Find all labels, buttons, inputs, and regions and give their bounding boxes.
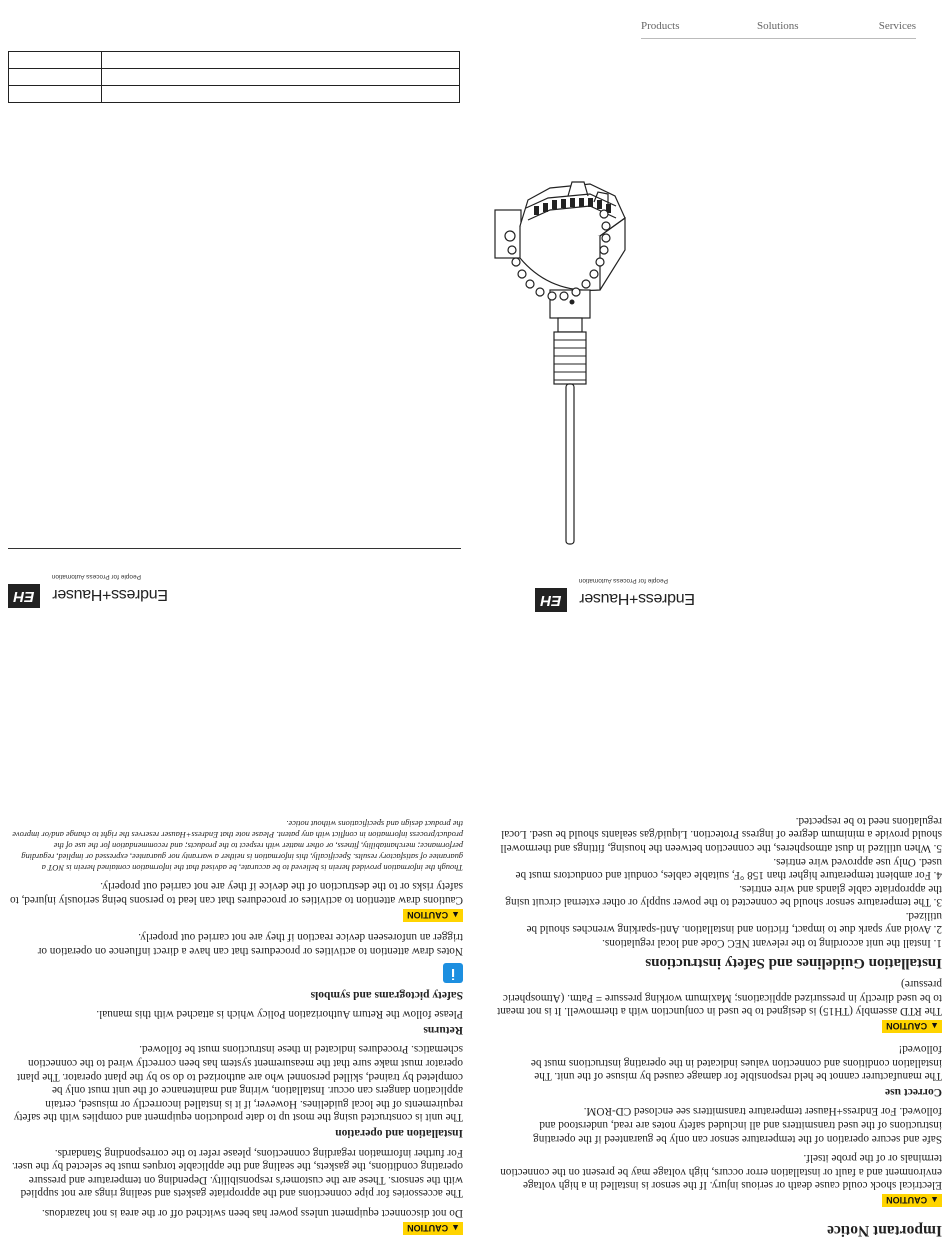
list-item: 1. Install the unit according to the relevant NEC Code and local regulations. <box>602 937 942 950</box>
list-item: 5. When utilized in dust atmospheres, the connection between the housing, fittings and thermowell should provide a minimum degree of ingress Protection. Liquid/gas sealants should be used. Local regulations need to be respected. <box>500 814 942 854</box>
paragraph: The unit is constructed using the most up to date production equipment and complies with the safety requirements of the local guidelines. However, if it is installed incorrectly or misused, certain application dangers can occur. Installation, wiring and maintenance of the unit must only be completed by trained, skilled personnel who are authorized to do so by the plant operator. The plant operator must make sure that the measurement system has been correctly wired to the connection schematics. Procedures indicated in these instructions must be followed. <box>13 1043 463 1124</box>
table-cell <box>102 86 460 103</box>
brand-mark: EH <box>535 588 567 612</box>
table-row <box>9 69 460 86</box>
nav-services-link[interactable]: Services <box>878 20 916 32</box>
endress-hauser-logo <box>535 567 695 612</box>
section-heading: Installation and operation <box>335 1127 463 1140</box>
brand-tagline: People for Process Automation <box>51 573 141 580</box>
caution-badge: ▲CAUTION <box>882 1194 942 1207</box>
brand-name: Endress+Hauser <box>579 590 695 607</box>
list-item: 4. For ambient temperature higher than 158 °F, suitable cables, conduit and conductors must be used. Only use approved wire entries. <box>515 855 942 882</box>
divider <box>8 548 461 549</box>
paragraph: Please follow the Return Authorization Policy which is attached with this manual. <box>96 1008 463 1021</box>
brand-mark: EH <box>8 584 40 608</box>
paragraph: Notes draw attention to activities or procedures that can have a direct influence on operation or trigger an unforeseen device reaction if they are not carried out properly. <box>37 931 463 958</box>
page-title: Important Notice <box>827 1222 942 1239</box>
nav-solutions-link[interactable]: Solutions <box>757 20 799 32</box>
table-cell <box>9 52 102 69</box>
caution-badge: ▲CAUTION <box>403 1222 463 1235</box>
left-panel-rotated <box>8 555 463 1237</box>
section-heading: Correct use <box>885 1085 942 1098</box>
revision-table <box>8 51 460 103</box>
list-item: 2. Avoid any spark due to impact, friction and installation. Anti-sparking wrenches should be utilized. <box>526 909 942 936</box>
paragraph: The accessories for pipe connections and the appropriate gaskets and sealing rings are not supplied with the sensors. These are the customer's responsibility. Depending on temperature and pressure operating conditions, the gaskets, the sealing and the applicable torques must be selected by the user. For further information regarding connections, please refer to the corresponding Standards. <box>11 1146 463 1200</box>
info-icon: i <box>443 963 463 983</box>
top-navigation <box>641 18 916 39</box>
caution-badge: ▲CAUTION <box>403 909 463 922</box>
table-row <box>9 52 460 69</box>
warning-icon: ▲ <box>451 1223 460 1233</box>
brand-name: Endress+Hauser <box>52 586 168 603</box>
rtd-sensor-illustration <box>490 178 650 550</box>
paragraph: Electrical shock could cause death or serious injury. If the sensor is installed in a high voltage environment and a fault or installation error occurs, high voltage may be present on the connection terminals or of the probe itself. <box>500 1152 942 1192</box>
endress-hauser-logo <box>8 563 168 608</box>
list-item: 3. The temperature sensor should be connected to the power supply or other external circuit using the appropriate cable glands and wire entries. <box>505 882 942 909</box>
paragraph: Cautions draw attention to activities or procedures that can lead to persons being seriously injured, to safety risks or to the destruction of the device if they are not carried out properly. <box>10 880 463 906</box>
section-heading: Returns <box>423 1023 463 1036</box>
paragraph: Safe and secure operation of the temperature sensor can only be guaranteed if the operating instructions of the used transmitters and all included safety notes are read, understood and followed. For Endress+Hauser temperature transmitters see enclosed CD-ROM. <box>533 1105 942 1145</box>
right-panel-rotated <box>497 555 942 1237</box>
guidelines-list <box>497 813 942 949</box>
table-cell <box>102 52 460 69</box>
paragraph: The manufacturer cannot be held responsible for damage caused by misuse of the unit. The installation conditions and connection values indicated in the operating instructions must be followed! <box>530 1043 942 1083</box>
section-heading: Installation Guidelines and Safety instructions <box>645 954 942 971</box>
caution-badge: ▲CAUTION <box>882 1020 942 1033</box>
table-cell <box>9 69 102 86</box>
paragraph: The RTD assembly (TH15) is designed to be used in conjunction with a thermowell. It is not meant to be used directly in pressurized applications; Maximum working pressure = Patm. (Atmospheric pressure) <box>497 978 942 1018</box>
paragraph: Do not disconnect equipment unless power has been switched off or the area is not hazardous. <box>41 1207 463 1219</box>
table-row <box>9 86 460 103</box>
warning-icon: ▲ <box>930 1021 939 1032</box>
warning-icon: ▲ <box>930 1195 939 1206</box>
brand-tagline: People for Process Automation <box>578 577 668 584</box>
table-cell <box>9 86 102 103</box>
table-cell <box>102 69 460 86</box>
disclaimer: Though the information provided herein is believed to be accurate, be advised that the information contained herein is NOT a guarantee of satisfactory results. Specifically, this information is neither a warranty nor guarantee, expressed or implied, regarding performance; merchantability, fitness, or other matter with respect to the products; and recommendation for the use of the product/process information in conflict with any patent. Please note that Endress+Hauser reserves the right to change and/or improve the product design and specifications without notice. <box>12 818 463 872</box>
nav-products-link[interactable]: Products <box>641 20 680 32</box>
warning-icon: ▲ <box>451 909 460 920</box>
section-heading: Safety pictograms and symbols <box>310 988 463 1001</box>
